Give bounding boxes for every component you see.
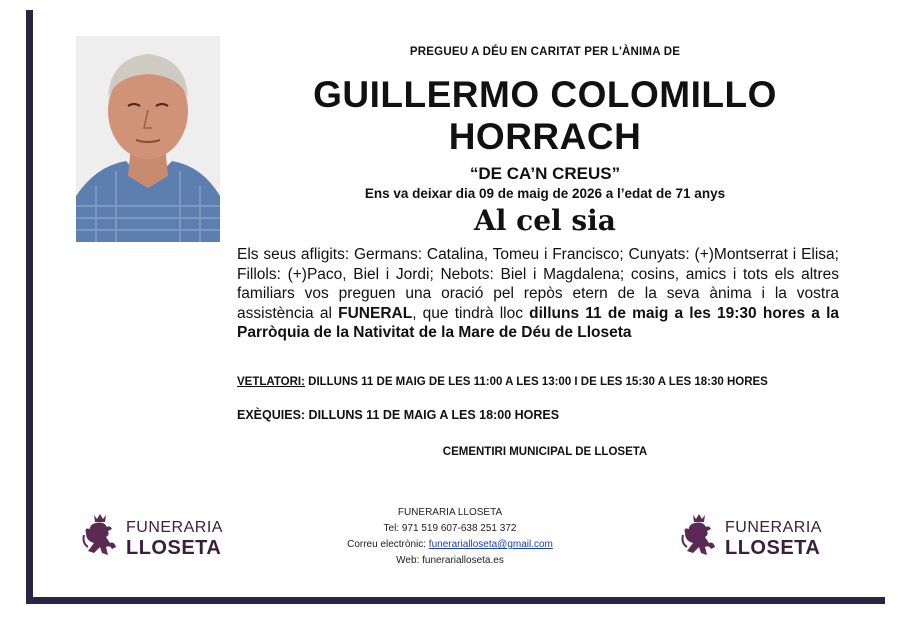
vetlatori-line [237, 376, 768, 388]
funeral-details: dilluns 11 de maig a les 19:30 hores a la Parròquia de la Nativitat de la Mare de Déu de Lloseta [237, 304, 839, 341]
deceased-name [240, 74, 850, 158]
name-line-1: GUILLERMO COLOMILLO [313, 74, 777, 115]
exequies-line: EXÈQUIES: DILLUNS 11 DE MAIG A LES 18:00 HORES [237, 408, 560, 422]
email-line [300, 537, 600, 553]
web-line[interactable]: Web: funerarialloseta.es [396, 555, 504, 566]
logo-left [80, 513, 223, 562]
funeral-word: FUNERAL [338, 304, 413, 322]
border-bottom [26, 597, 885, 604]
portrait-photo [76, 36, 220, 242]
cemetery-line: CEMENTIRI MUNICIPAL DE LLOSETA [442, 446, 648, 458]
lion-rampant-icon [80, 513, 120, 562]
paragraph-part-1: Els seus afligits: Germans: Catalina, Tomeu i Francisco; Cunyats: (+)Montserrat i Elisa; Fillols: (+)Paco, Biel i Jordi; Nebots: Biel i Magdalena; cosins, amics i tots els altres familiars vos preguen una oració pel repòs etern de la seva ànima i la vostra assistència al [237, 246, 839, 322]
paragraph-part-2: , que tindrà lloc [412, 304, 530, 322]
name-line-2: HORRACH [448, 116, 642, 157]
motto: Al cel sia [474, 204, 616, 237]
phone-line: Tel: 971 519 607-638 251 372 [383, 523, 517, 534]
logo-line-1: FUNERARIA [126, 518, 223, 536]
contact-block [300, 505, 600, 569]
family-paragraph [237, 245, 839, 343]
lion-rampant-icon [679, 513, 719, 562]
vetlatori-text: DILLUNS 11 DE MAIG DE LES 11:00 A LES 13:00 I DE LES 15:30 A LES 18:30 HORES [304, 376, 768, 388]
logo-line-1: FUNERARIA [725, 518, 822, 536]
company-name: FUNERARIA LLOSETA [397, 507, 503, 518]
email-label: Correu electrònic: [347, 539, 429, 550]
vetlatori-label: VETLATORI: [237, 376, 305, 388]
intro-line: PREGUEU A DÉU EN CARITAT PER L'ÀNIMA DE [409, 46, 681, 58]
logo-line-2: LLOSETA [126, 536, 222, 559]
nickname: “DE CA’N CREUS” [469, 164, 621, 183]
logo-line-2: LLOSETA [725, 536, 821, 559]
email-link[interactable]: funerarialloseta@gmail.com [428, 539, 553, 550]
death-notice: Ens va deixar dia 09 de maig de 2026 a l’edat de 71 anys [364, 186, 726, 201]
logo-right [679, 513, 822, 562]
border-left [26, 10, 33, 604]
